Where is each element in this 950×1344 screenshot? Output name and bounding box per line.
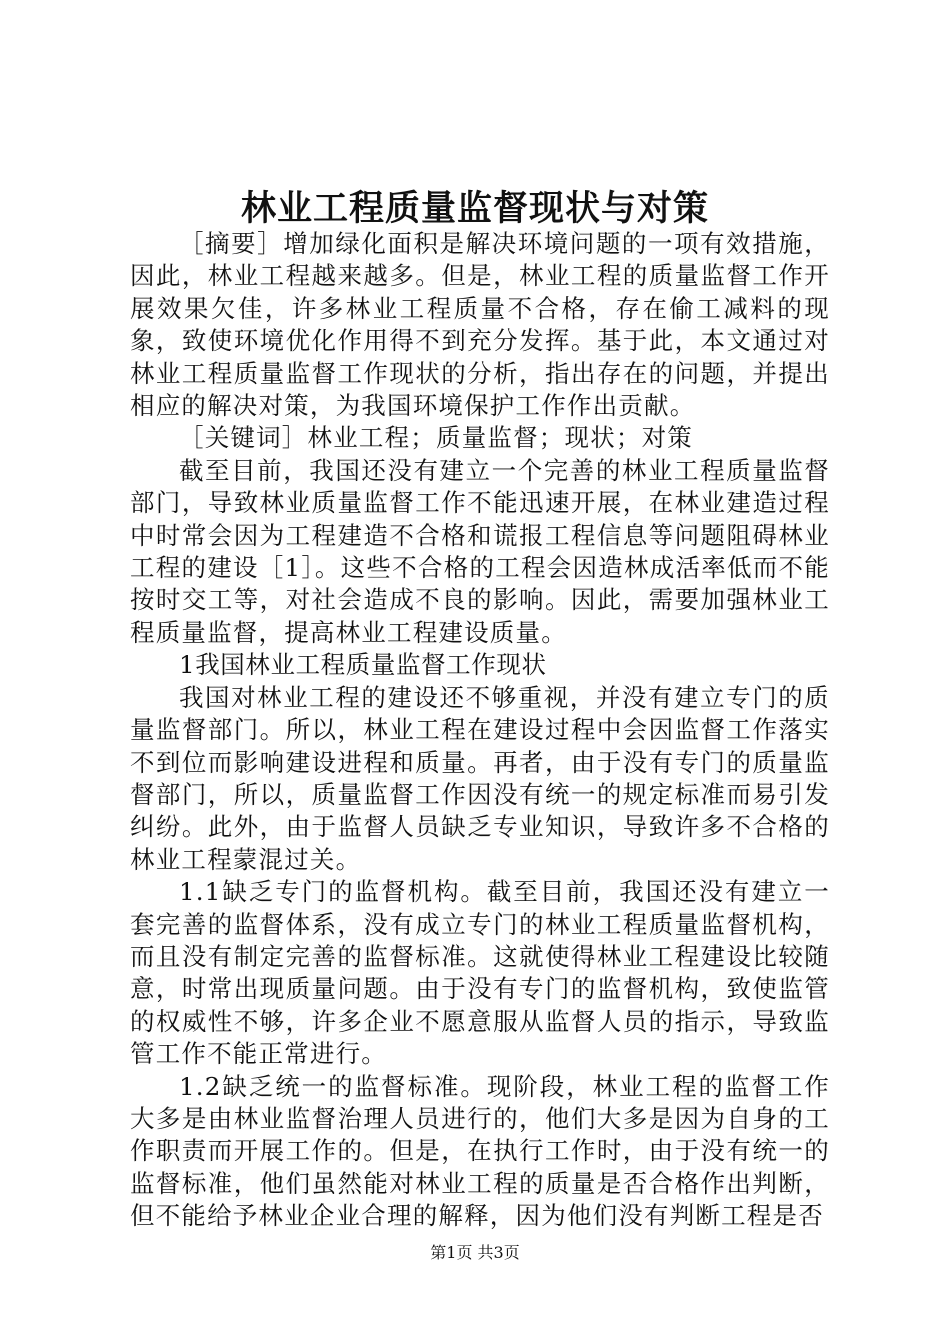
document-title: 林业工程质量监督现状与对策	[240, 188, 709, 229]
page-footer: 第1页 共3页	[430, 1243, 520, 1262]
section-1-paragraph: 我国对林业工程的建设还不够重视，并没有建立专门的质量监督部门。所以，林业工程在建设过程中会因监督工作落实不到位而影响建设进程和质量。再者，由于没有专门的质量监督部门，所以，质量监督工作因没有统一的规定标准而易引发纠纷。此外，由于监督人员缺乏专业知识，导致许多不合格的林业工程蒙混过关。	[130, 682, 830, 874]
subsection-1-1-paragraph: 1.1缺乏专门的监督机构。截至目前，我国还没有建立一套完善的监督体系，没有成立专门的林业工程质量监督机构，而且没有制定完善的监督标准。这就使得林业工程建设比较随意，时常出现质量问题。由于没有专门的监督机构，致使监管的权威性不够，许多企业不愿意服从监督人员的指示，导致监管工作不能正常进行。	[130, 877, 830, 1069]
section-heading-1: 1我国林业工程质量监督工作现状	[179, 650, 547, 680]
subsection-1-2-paragraph: 1.2缺乏统一的监督标准。现阶段，林业工程的监督工作大多是由林业监督治理人员进行的，他们大多是因为自身的工作职责而开展工作的。但是，在执行工作时，由于没有统一的监督标准，他们虽然能对林业工程的质量是否合格作出判断，但不能给予林业企业合理的解释，因为他们没有判断工程是否	[130, 1071, 830, 1231]
abstract-paragraph: ［摘要］增加绿化面积是解决环境问题的一项有效措施，因此，林业工程越来越多。但是，林业工程的质量监督工作开展效果欠佳，许多林业工程质量不合格，存在偷工减料的现象，致使环境优化作用得不到充分发挥。基于此，本文通过对林业工程质量监督工作现状的分析，指出存在的问题，并提出相应的解决对策，为我国环境保护工作作出贡献。	[130, 229, 830, 421]
keywords-paragraph: ［关键词］林业工程；质量监督；现状；对策	[179, 423, 693, 453]
intro-paragraph: 截至目前，我国还没有建立一个完善的林业工程质量监督部门，导致林业质量监督工作不能迅速开展，在林业建造过程中时常会因为工程建造不合格和谎报工程信息等问题阻碍林业工程的建设［1］。这些不合格的工程会因造林成活率低而不能按时交工等，对社会造成不良的影响。因此，需要加强林业工程质量监督，提高林业工程建设质量。	[130, 455, 830, 647]
document-body	[130, 228, 830, 1233]
